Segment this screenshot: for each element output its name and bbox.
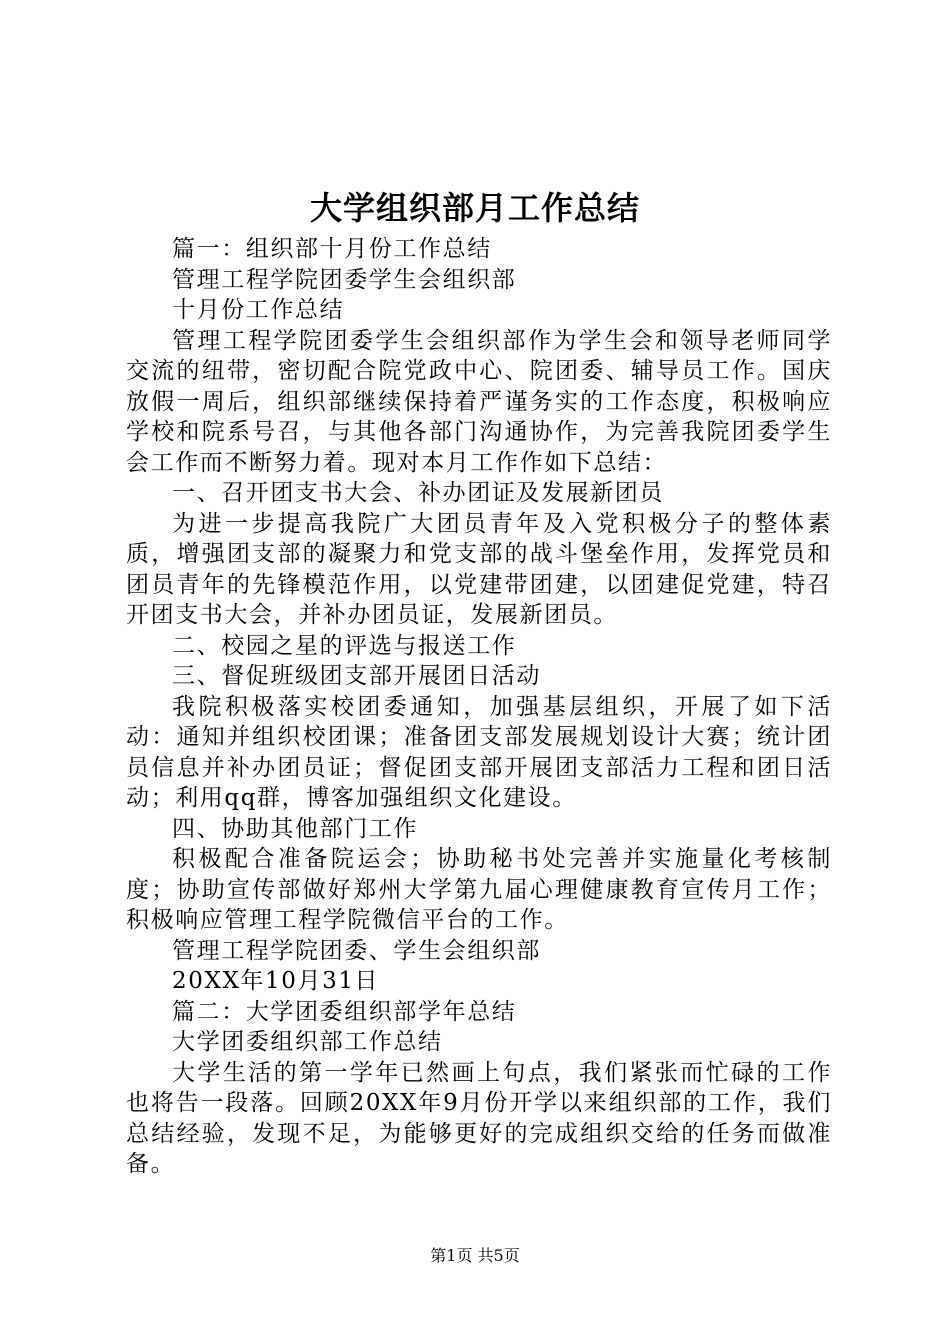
paragraph: 大学生活的第一学年已然画上句点，我们紧张而忙碌的工作也将告一段落。回顾20XX年9月份开学以来组织部的工作，我们总结经验，发现不足，为能够更好的完成组织交给的任务而做准备。 (126, 1059, 832, 1177)
paragraph: 二、校园之星的评选与报送工作 (172, 632, 517, 659)
paragraph: 十月份工作总结 (172, 297, 345, 323)
paragraph: 大学团委组织部工作总结 (172, 1029, 443, 1055)
page-number-footer: 第1页 共5页 (430, 1246, 520, 1265)
paragraph: 篇二：大学团委组织部学年总结 (172, 998, 517, 1025)
paragraph: 管理工程学院团委学生会组织部 (172, 266, 517, 293)
paragraph: 篇一：组织部十月份工作总结 (172, 236, 492, 262)
document-title: 大学组织部月工作总结 (309, 189, 640, 227)
paragraph: 一、召开团支书大会、补办团证及发展新团员 (172, 480, 664, 506)
paragraph: 管理工程学院团委、学生会组织部 (172, 937, 541, 964)
paragraph: 20XX年10月31日 (172, 968, 380, 994)
paragraph: 四、协助其他部门工作 (172, 815, 418, 842)
paragraph: 为进一步提高我院广大团员青年及入党积极分子的整体素质，增强团支部的凝聚力和党支部的战斗堡垒作用，发挥党员和团员青年的先锋模范作用，以党建带团建，以团建促党建，特召开团支书大会，并补办团员证，发展新团员。 (126, 510, 832, 628)
paragraph: 三、督促班级团支部开展团日活动 (172, 663, 541, 689)
paragraph: 积极配合准备院运会；协助秘书处完善并实施量化考核制度；协助宣传部做好郑州大学第九届心理健康教育宣传月工作；积极响应管理工程学院微信平台的工作。 (126, 846, 832, 933)
document-body (126, 234, 832, 1180)
paragraph: 我院积极落实校团委通知，加强基层组织，开展了如下活动：通知并组织校团课；准备团支部发展规划设计大赛；统计团员信息并补办团员证；督促团支部开展团支部活力工程和团日活动；利用qq群，博客加强组织文化建设。 (126, 693, 832, 811)
paragraph: 管理工程学院团委学生会组织部作为学生会和领导老师同学交流的纽带，密切配合院党政中心、院团委、辅导员工作。国庆放假一周后，组织部继续保持着严谨务实的工作态度，积极响应学校和院系号召，与其他各部门沟通协作，为完善我院团委学生会工作而不断努力着。现对本月工作作如下总结： (126, 327, 832, 476)
